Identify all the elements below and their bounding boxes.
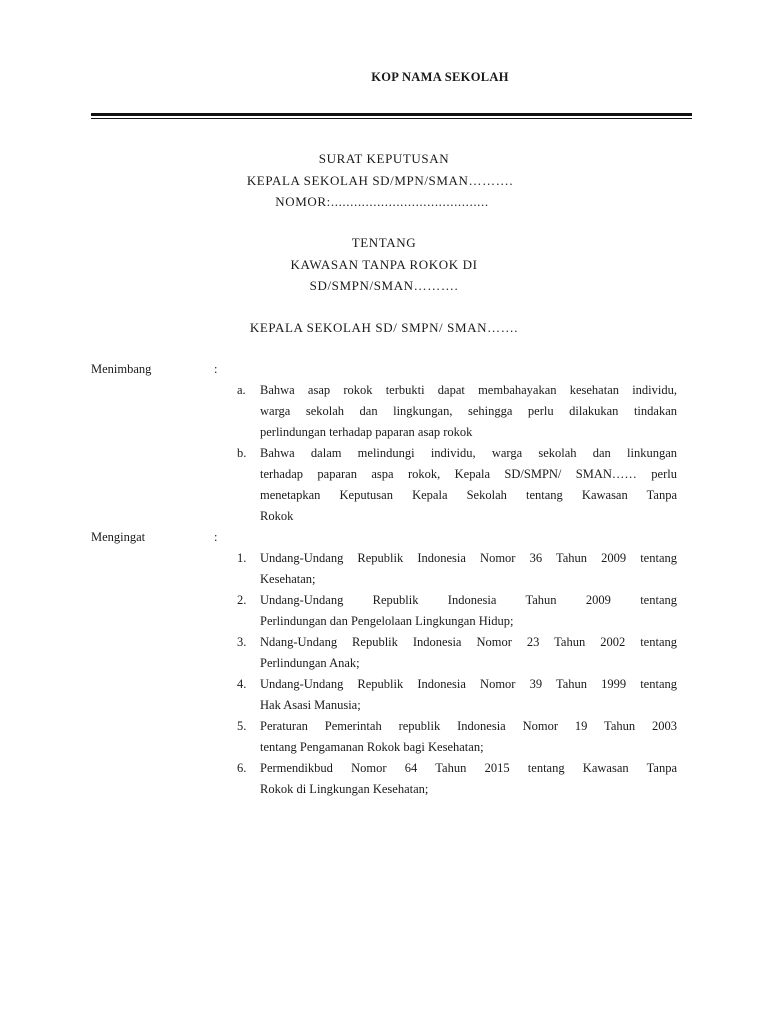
mengingat-item-line: Rokok di Lingkungan Kesehatan;	[260, 782, 429, 796]
subject-line-2: SD/SMPN/SMAN……….	[309, 278, 459, 293]
document-issuer: KEPALA SEKOLAH SD/MPN/SMAN……….	[246, 173, 514, 188]
mengingat-colon: :	[214, 530, 218, 544]
mengingat-item-marker: 3.	[237, 635, 247, 649]
subject-heading: TENTANG	[351, 235, 417, 250]
menimbang-item-marker: b.	[237, 446, 247, 460]
mengingat-item-line: Perlindungan dan Pengelolaan Lingkungan Hidup;	[260, 614, 514, 628]
mengingat-item-marker: 1.	[237, 551, 247, 565]
subject-line-1: KAWASAN TANPA ROKOK DI	[290, 257, 478, 272]
menimbang-item-line: perlindungan terhadap paparan asap rokok	[260, 425, 473, 439]
letterhead: KOP NAMA SEKOLAH	[371, 70, 509, 84]
mengingat-item-line: Kesehatan;	[260, 572, 316, 586]
mengingat-item-marker: 5.	[237, 719, 247, 733]
letterhead-rule-thick	[91, 113, 692, 116]
mengingat-item-line: Permendikbud Nomor 64 Tahun 2015 tentang Kawasan Tanpa	[260, 761, 677, 775]
mengingat-label: Mengingat	[91, 530, 146, 544]
mengingat-item-line: Hak Asasi Manusia;	[260, 698, 361, 712]
mengingat-item-line: Peraturan Pemerintah republik Indonesia Nomor 19 Tahun 2003	[260, 719, 677, 733]
mengingat-item-line: Perlindungan Anak;	[260, 656, 360, 670]
mengingat-item-line: tentang Pengamanan Rokok bagi Kesehatan;	[260, 740, 484, 754]
menimbang-item-line: menetapkan Keputusan Kepala Sekolah tentang Kawasan Tanpa	[260, 488, 677, 502]
mengingat-item-marker: 6.	[237, 761, 247, 775]
letterhead-rule-thin	[91, 118, 692, 119]
mengingat-item-marker: 4.	[237, 677, 247, 691]
menimbang-item-line: warga sekolah dan lingkungan, sehingga perlu dilakukan tindakan	[260, 404, 677, 418]
mengingat-item-line: Undang-Undang Republik Indonesia Nomor 36 Tahun 2009 tentang	[260, 551, 677, 565]
authority-line: KEPALA SEKOLAH SD/ SMPN/ SMAN…….	[249, 320, 519, 335]
menimbang-label: Menimbang	[91, 362, 152, 376]
menimbang-item-marker: a.	[237, 383, 246, 397]
mengingat-item-line: Ndang-Undang Republik Indonesia Nomor 23 Tahun 2002 tentang	[260, 635, 677, 649]
mengingat-item-line: Undang-Undang Republik Indonesia Tahun 2009 tentang	[260, 593, 677, 607]
menimbang-item-line: terhadap paparan aspa rokok, Kepala SD/SMPN/ SMAN…… perlu	[260, 467, 677, 481]
document-title: SURAT KEPUTUSAN	[318, 151, 450, 166]
menimbang-colon: :	[214, 362, 218, 376]
menimbang-item-line: Bahwa asap rokok terbukti dapat membahayakan kesehatan individu,	[260, 383, 677, 397]
menimbang-item-line: Rokok	[260, 509, 294, 523]
document-number: NOMOR:.........................................	[275, 194, 489, 209]
mengingat-item-line: Undang-Undang Republik Indonesia Nomor 39 Tahun 1999 tentang	[260, 677, 677, 691]
menimbang-item-line: Bahwa dalam melindungi individu, warga sekolah dan linkungan	[260, 446, 677, 460]
mengingat-item-marker: 2.	[237, 593, 247, 607]
